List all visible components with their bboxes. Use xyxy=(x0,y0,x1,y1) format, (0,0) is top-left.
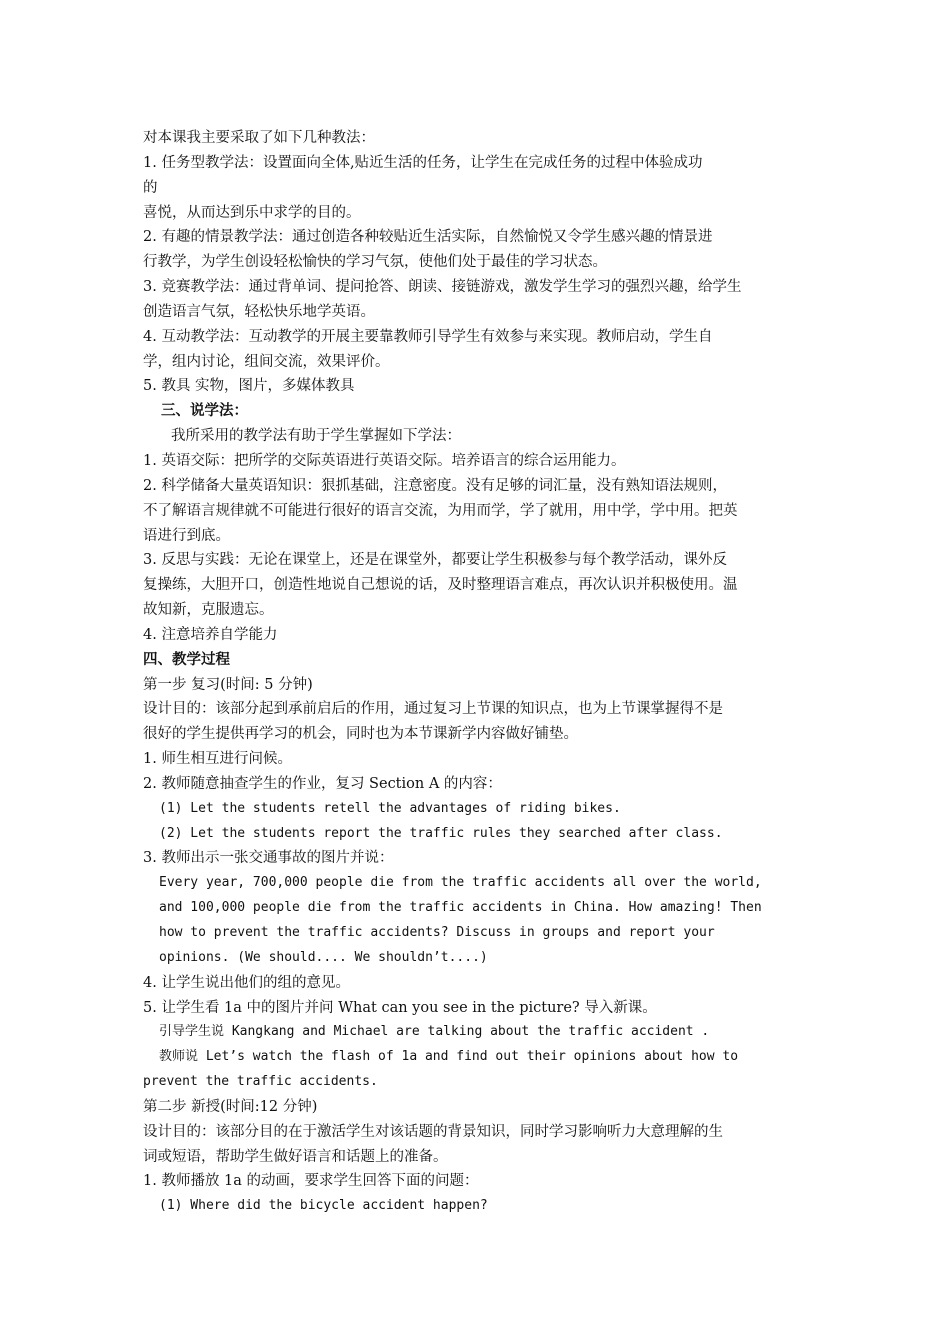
text-line: 行教学，为学生创设轻松愉快的学习气氛，使他们处于最佳的学习状态。 xyxy=(143,254,607,271)
text-line: 3. 反思与实践：无论在课堂上，还是在课堂外，都要让学生积极参与每个教学活动，课外反 xyxy=(143,552,727,569)
text-line: 设计目的：该部分目的在于激活学生对该话题的背景知识，同时学习影响听力大意理解的生 xyxy=(143,1123,723,1140)
text-line: 4. 让学生说出他们的组的意见。 xyxy=(143,974,350,991)
text-line: 第二步 新授(时间:12 分钟) xyxy=(143,1098,318,1115)
text-line: prevent the traffic accidents. xyxy=(143,1074,378,1090)
text-line: 词或短语，帮助学生做好语言和话题上的准备。 xyxy=(143,1148,448,1165)
section-heading: 四、教学过程 xyxy=(143,650,230,668)
text-line: 很好的学生提供再学习的机会，同时也为本节课新学内容做好铺垫。 xyxy=(143,726,578,743)
text-line: 第一步 复习(时间: 5 分钟) xyxy=(143,676,313,693)
text-line: 2. 教师随意抽查学生的作业，复习 Section A 的内容： xyxy=(143,775,502,792)
text-line: 学，组内讨论，组间交流，效果评价。 xyxy=(143,353,390,370)
document-body xyxy=(143,126,811,1219)
text-line: 5. 让学生看 1a 中的图片并问 What can you see in the picture? 导入新课。 xyxy=(143,999,657,1016)
section-heading: 三、说学法： xyxy=(161,402,248,420)
text-line: 1. 英语交际：把所学的交际英语进行英语交际。培养语言的综合运用能力。 xyxy=(143,452,626,469)
text-line: 语进行到底。 xyxy=(143,527,230,544)
text-line: 4. 互动教学法：互动教学的开展主要靠教师引导学生有效参与来实现。教师启动，学生自 xyxy=(143,328,713,345)
text-line: 故知新，克服遗忘。 xyxy=(143,602,274,619)
text-line: 1. 任务型教学法：设置面向全体,贴近生活的任务，让学生在完成任务的过程中体验成功 xyxy=(143,154,703,171)
text-line: (1) Where did the bicycle accident happen? xyxy=(159,1198,488,1214)
text-line: 对本课我主要采取了如下几种教法： xyxy=(143,130,375,146)
text-line: (1) Let the students retell the advantages of riding bikes. xyxy=(159,800,621,816)
text-line: (2) Let the students report the traffic rules they searched after class. xyxy=(159,825,723,841)
text-line: 创造语言气氛，轻松快乐地学英语。 xyxy=(143,303,375,320)
text-line: 5. 教具 实物，图片，多媒体教具 xyxy=(143,378,355,395)
text-line: 的 xyxy=(143,179,158,196)
text-line: and 100,000 people die from the traffic accidents in China. How amazing! Then xyxy=(159,900,762,916)
text-line: 1. 师生相互进行问候。 xyxy=(143,751,292,768)
text-line: 复操练，大胆开口，创造性地说自己想说的话，及时整理语言难点，再次认识并积极使用。温 xyxy=(143,577,738,594)
text-line: Every year, 700,000 people die from the traffic accidents all over the world, xyxy=(159,875,762,891)
text-line: 3. 竞赛教学法：通过背单词、提问抢答、朗读、接链游戏，激发学生学习的强烈兴趣，给学生 xyxy=(143,279,742,296)
text-line: 引导学生说 Kangkang and Michael are talking about the traffic accident . xyxy=(159,1024,710,1040)
text-line: how to prevent the traffic accidents? Discuss in groups and report your xyxy=(159,925,715,940)
text-line: 1. 教师播放 1a 的动画，要求学生回答下面的问题： xyxy=(143,1173,479,1190)
text-line: 不了解语言规律就不可能进行很好的语言交流，为用而学，学了就用，用中学，学中用。把英 xyxy=(143,502,738,519)
text-line: 喜悦，从而达到乐中求学的目的。 xyxy=(143,204,361,221)
text-line: 2. 有趣的情景教学法：通过创造各种较贴近生活实际，自然愉悦又令学生感兴趣的情景进 xyxy=(143,229,713,246)
text-line: 2. 科学储备大量英语知识：狠抓基础，注意密度。没有足够的词汇量，没有熟知语法规则， xyxy=(143,477,727,494)
text-line: 教师说 Let’s watch the flash of 1a and find out their opinions about how to xyxy=(159,1049,739,1065)
text-line: 4. 注意培养自学能力 xyxy=(143,626,278,643)
text-line: 我所采用的教学法有助于学生掌握如下学法： xyxy=(171,428,461,445)
text-line: 3. 教师出示一张交通事故的图片并说： xyxy=(143,850,394,867)
text-line: 设计目的：该部分起到承前启后的作用，通过复习上节课的知识点，也为上节课掌握得不是 xyxy=(143,701,723,718)
text-line: opinions. (We should.... We shouldn’t....) xyxy=(159,949,488,965)
